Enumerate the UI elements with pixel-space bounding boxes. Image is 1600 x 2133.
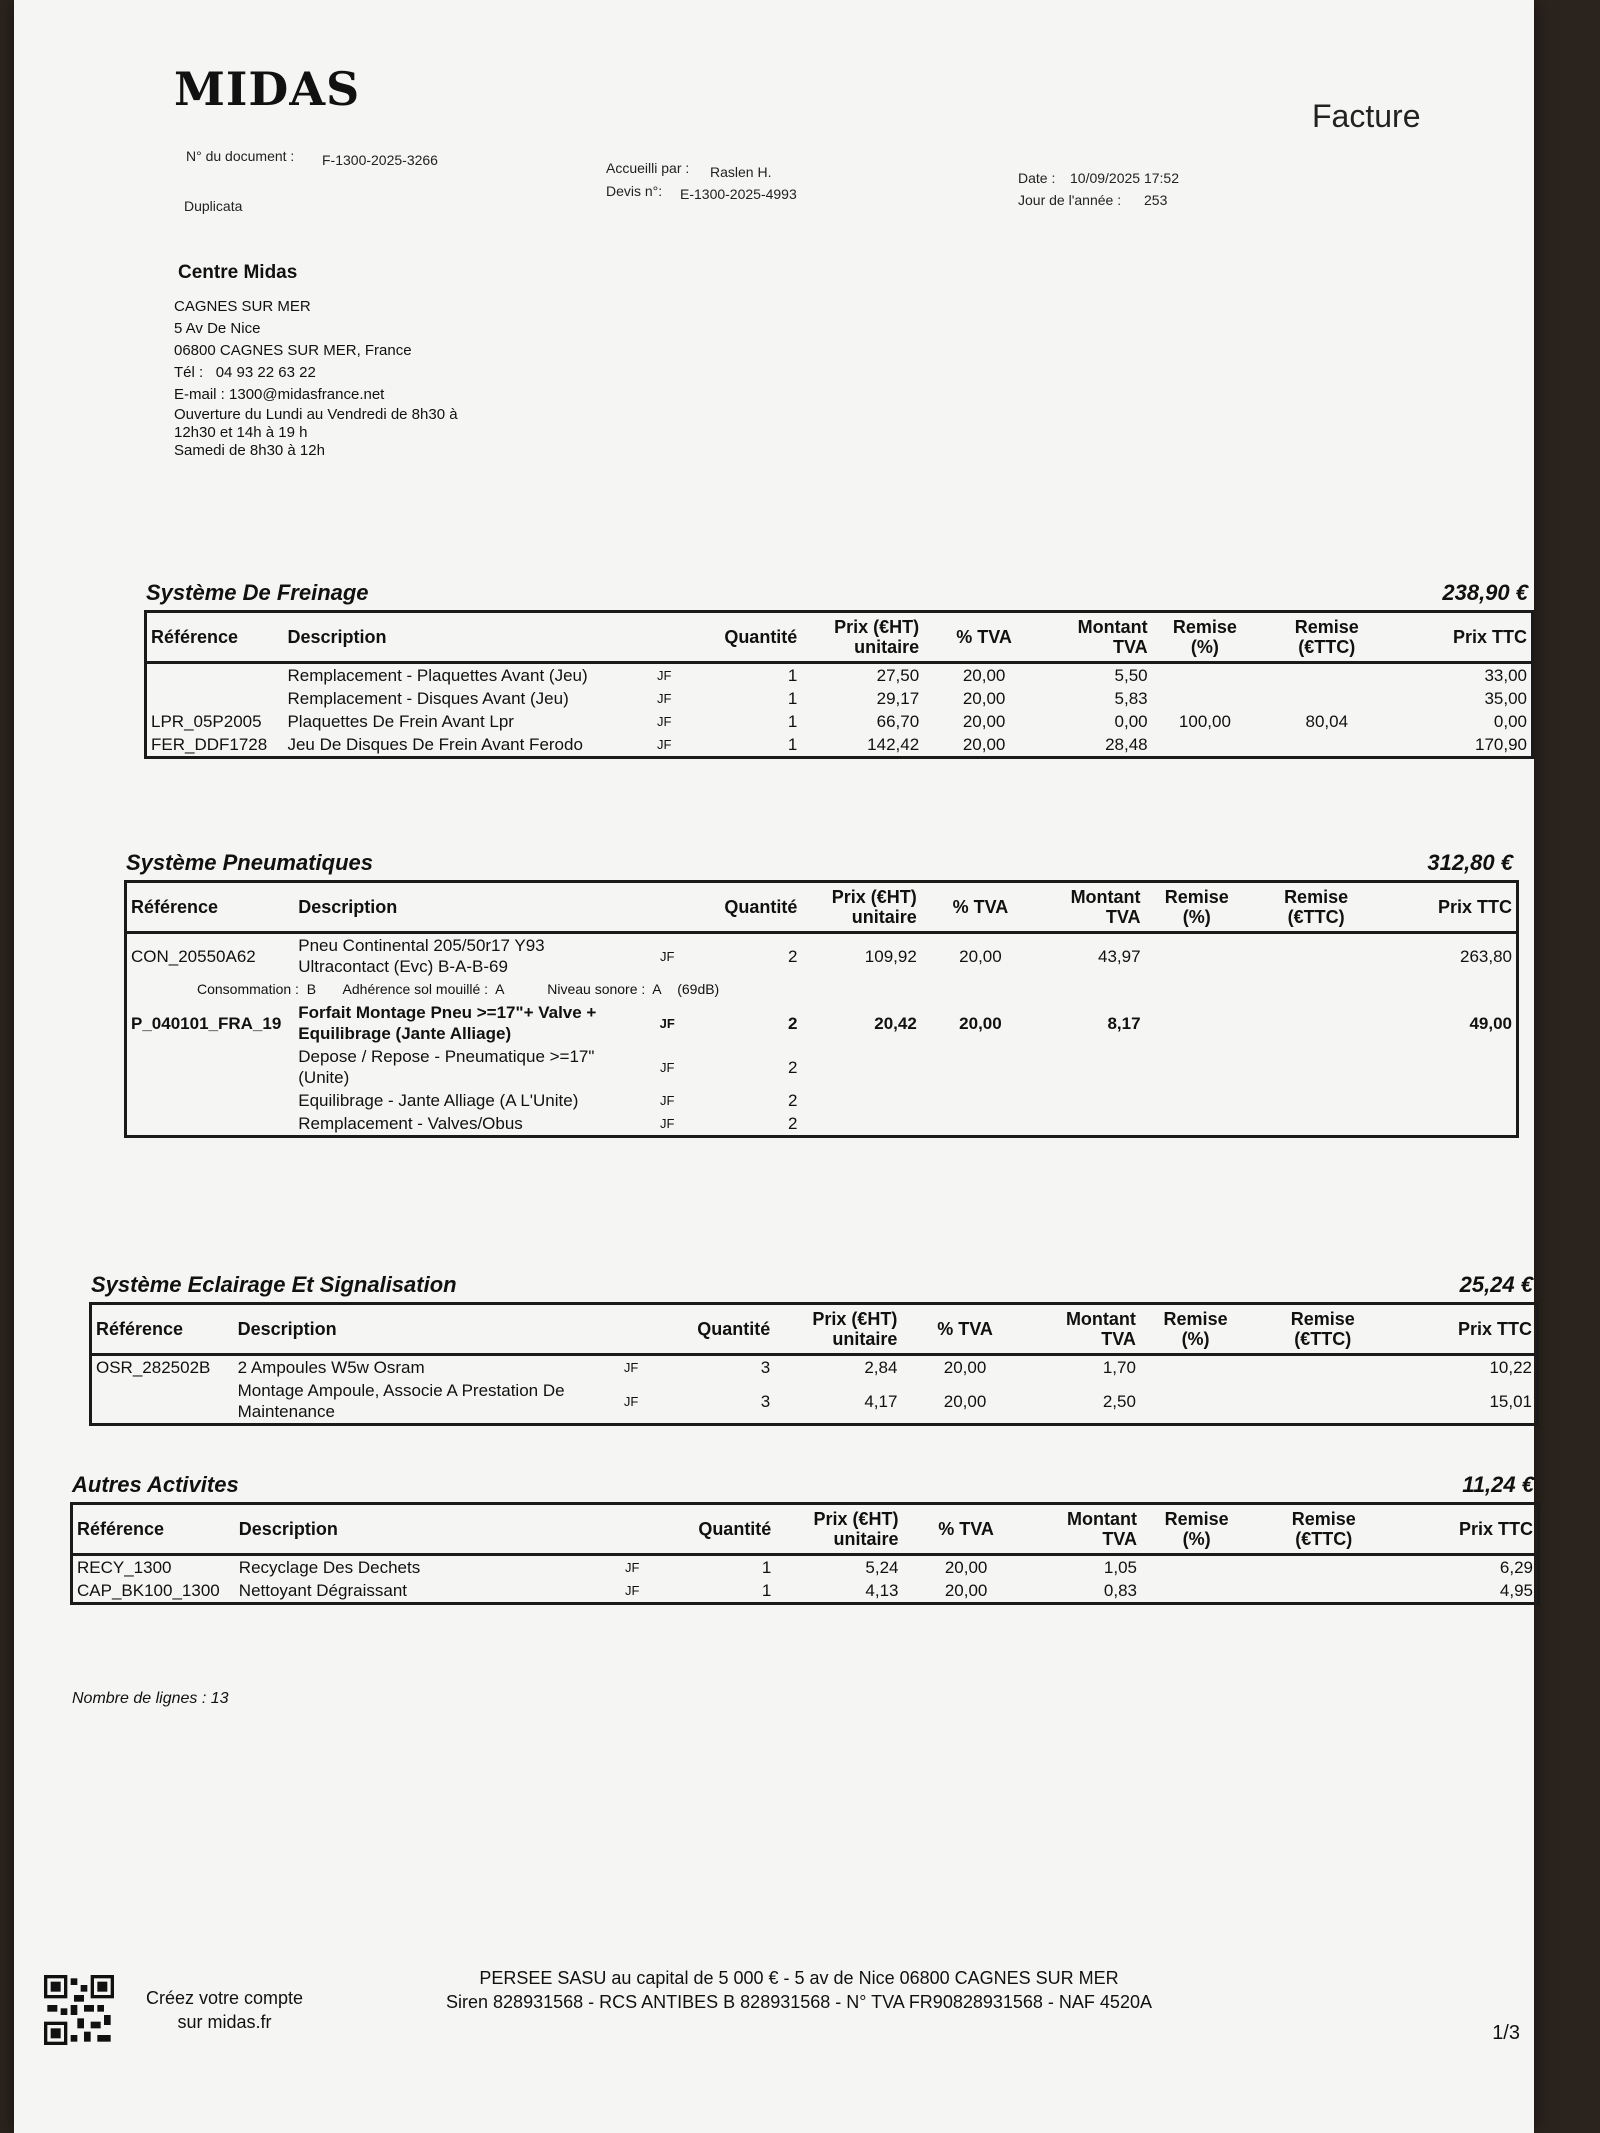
row-unit-price: 4,13: [865, 1581, 899, 1600]
row-discount-ttc: [1258, 733, 1395, 758]
row-discount-pct: [1140, 1379, 1251, 1425]
row-code: JF: [659, 948, 675, 964]
row-discount-ttc: [1252, 1579, 1395, 1604]
col-ref: Référence: [146, 612, 284, 663]
doc-number: F-1300-2025-3266: [322, 152, 438, 168]
col-unit-price: Prix (€HT) unitaire: [801, 882, 920, 933]
row-discount-pct: [1145, 1045, 1249, 1089]
tyre-label-row: Consommation : B Adhérence sol mouillé : A Niveau sonore : A (69dB): [197, 981, 720, 997]
row-tva: 20,00: [944, 1581, 988, 1600]
col-price-ttc: Prix TTC: [1395, 1504, 1538, 1555]
section-braking: [144, 580, 1534, 759]
row-price-ttc: 263,80: [1460, 946, 1512, 966]
received-by-label: Accueilli par :: [606, 160, 690, 176]
row-qty: 2: [787, 1091, 798, 1110]
row-code: JF: [657, 714, 672, 729]
quote-label: Devis n°:: [606, 183, 663, 199]
date-label: Date :: [1018, 170, 1056, 186]
create-account-link[interactable]: Créez votre compte sur midas.fr: [146, 1988, 304, 2032]
col-discount-ttc: Remise (€TTC): [1249, 882, 1383, 933]
table-row: [72, 1555, 1539, 1580]
row-tva-amount: 28,48: [1105, 735, 1148, 754]
row-tva: 20,00: [959, 1013, 1002, 1033]
center-postal: 06800 CAGNES SUR MER, France: [174, 342, 412, 359]
row-unit-price: 109,92: [864, 946, 917, 966]
center-hours-2: 12h30 et 14h à 19 h: [174, 424, 308, 441]
row-desc: Forfait Montage Pneu >=17"+ Valve + Equilibrage (Jante Alliage): [298, 1003, 597, 1043]
row-qty: 1: [787, 689, 798, 708]
col-price-ttc: Prix TTC: [1395, 612, 1532, 663]
col-discount-pct: Remise (%): [1140, 1304, 1251, 1355]
table-row: [126, 1112, 1518, 1137]
row-price-ttc: 33,00: [1484, 666, 1527, 685]
col-tva: % TVA: [921, 882, 1040, 933]
row-tva: 20,00: [943, 1358, 987, 1377]
row-qty: 1: [761, 1558, 772, 1577]
row-discount-pct: [1152, 663, 1259, 688]
row-qty: 2: [787, 1013, 798, 1033]
row-price-ttc: 15,01: [1489, 1391, 1532, 1411]
col-discount-ttc: Remise (€TTC): [1251, 1304, 1394, 1355]
row-desc: Pneu Continental 205/50r17 Y93 Ultracontact (Evc) B-A-B-69: [298, 936, 545, 976]
col-tva: % TVA: [923, 612, 1045, 663]
day-label: Jour de l'année :: [1018, 192, 1122, 208]
day-value: 253: [1144, 192, 1168, 208]
col-discount-pct: Remise (%): [1141, 1504, 1252, 1555]
table-row: [126, 1045, 1518, 1089]
col-desc: Description: [235, 1504, 601, 1555]
row-qty: 1: [787, 712, 798, 731]
row-desc: Depose / Repose - Pneumatique >=17" (Unite): [298, 1047, 595, 1087]
row-qty: 3: [760, 1391, 771, 1411]
col-desc: Description: [234, 1304, 600, 1355]
section-title: Autres Activites: [72, 1472, 239, 1497]
row-discount-ttc: [1249, 1001, 1383, 1045]
row-price-ttc: [1383, 1045, 1517, 1089]
row-qty: 3: [760, 1358, 771, 1377]
row-unit-price: 4,17: [864, 1391, 898, 1411]
col-tva: % TVA: [901, 1304, 1028, 1355]
row-discount-pct: [1145, 1112, 1249, 1137]
row-unit-price: 2,84: [864, 1358, 898, 1377]
document-title: Facture: [1312, 98, 1421, 134]
row-tva: [921, 1089, 1040, 1112]
row-price-ttc: 10,22: [1489, 1358, 1532, 1377]
row-tva: 20,00: [944, 1558, 988, 1577]
col-code: [634, 612, 695, 663]
row-discount-pct: 100,00: [1178, 712, 1231, 731]
section-lighting: [89, 1272, 1539, 1426]
duplicate-label: Duplicata: [184, 198, 243, 214]
date-value: 10/09/2025 17:52: [1070, 170, 1179, 186]
col-qty: Quantité: [664, 1504, 775, 1555]
row-desc: Recyclage Des Dechets: [238, 1558, 421, 1577]
row-discount-ttc: [1249, 1089, 1383, 1112]
row-discount-ttc: 80,04: [1305, 712, 1349, 731]
line-count: Nombre de lignes : 13: [72, 1690, 229, 1707]
row-discount-pct: [1145, 933, 1249, 979]
row-tva-amount: 5,83: [1114, 689, 1148, 708]
table-row: [91, 1355, 1538, 1380]
row-code: JF: [659, 1093, 675, 1108]
row-unit-price: 66,70: [876, 712, 920, 731]
row-desc: Equilibrage - Jante Alliage (A L'Unite): [298, 1091, 579, 1110]
col-price-ttc: Prix TTC: [1394, 1304, 1537, 1355]
center-tel: Tél : 04 93 22 63 22: [174, 364, 316, 381]
row-desc: Montage Ampoule, Associe A Prestation De Maintenance: [237, 1381, 565, 1421]
row-qty: 2: [787, 1114, 798, 1133]
items-table: [89, 1302, 1539, 1426]
row-qty: 2: [787, 946, 798, 966]
col-code: [599, 1304, 663, 1355]
section-total: 312,80 €: [1427, 850, 1513, 875]
quote-number: E-1300-2025-4993: [680, 186, 797, 202]
row-price-ttc: 4,95: [1499, 1581, 1533, 1600]
col-ref: Référence: [91, 1304, 234, 1355]
row-code: JF: [659, 1116, 675, 1131]
row-tva: [921, 1045, 1040, 1089]
col-tva-amount: Montant TVA: [1030, 1504, 1141, 1555]
col-discount-ttc: Remise (€TTC): [1258, 612, 1395, 663]
row-price-ttc: 6,29: [1499, 1558, 1533, 1577]
row-ref: [126, 1045, 295, 1089]
center-name: Centre Midas: [178, 262, 298, 283]
row-tva: [921, 1112, 1040, 1137]
row-ref: [146, 663, 284, 688]
col-code: [637, 882, 697, 933]
received-by: Raslen H.: [710, 164, 772, 180]
row-tva-amount: 43,97: [1098, 946, 1141, 966]
col-discount-ttc: Remise (€TTC): [1252, 1504, 1395, 1555]
row-tva-amount: [1040, 1089, 1144, 1112]
row-tva: 20,00: [943, 1391, 987, 1411]
row-discount-ttc: [1251, 1379, 1394, 1425]
center-email: E-mail : 1300@midasfrance.net: [174, 386, 385, 403]
row-ref: P_040101_FRA_19: [131, 1013, 282, 1033]
table-row: [72, 1579, 1539, 1604]
row-tva-amount: 5,50: [1114, 666, 1148, 685]
col-price-ttc: Prix TTC: [1383, 882, 1517, 933]
row-discount-pct: [1152, 687, 1259, 710]
row-qty: 2: [787, 1057, 798, 1077]
table-row: [126, 1001, 1518, 1045]
row-ref: LPR_05P2005: [151, 712, 262, 731]
col-qty: Quantité: [697, 882, 801, 933]
row-discount-ttc: [1258, 663, 1395, 688]
center-address: [174, 296, 458, 460]
row-ref: CON_20550A62: [131, 946, 256, 966]
col-qty: Quantité: [695, 612, 802, 663]
center-street: 5 Av De Nice: [174, 320, 261, 337]
center-hours-3: Samedi de 8h30 à 12h: [174, 442, 325, 459]
row-qty: 1: [787, 666, 798, 685]
row-price-ttc: [1383, 1089, 1517, 1112]
row-discount-pct: [1145, 1089, 1249, 1112]
row-tva-amount: [1040, 1112, 1144, 1137]
col-desc: Description: [283, 612, 633, 663]
invoice-page: [14, 0, 1534, 2133]
center-hours-1: Ouverture du Lundi au Vendredi de 8h30 à: [174, 406, 458, 423]
col-discount-pct: Remise (%): [1152, 612, 1259, 663]
row-ref: RECY_1300: [77, 1558, 172, 1577]
row-discount-ttc: [1249, 1112, 1383, 1137]
row-code: JF: [625, 1583, 640, 1598]
row-price-ttc: 35,00: [1484, 689, 1527, 708]
row-discount-pct: [1140, 1355, 1251, 1380]
row-tva-amount: 2,50: [1102, 1391, 1136, 1411]
row-tva-amount: 1,70: [1102, 1358, 1136, 1377]
legal-mentions: PERSEE SASU au capital de 5 000 € - 5 av de Nice 06800 CAGNES SUR MER Siren 828931568 - RCS ANTIBES B 828931568 - N° TVA FR90828931568 - NAF 4520A: [446, 1968, 1152, 2012]
row-discount-ttc: [1249, 933, 1383, 979]
row-discount-ttc: [1251, 1355, 1394, 1380]
table-row: [146, 710, 1533, 733]
section-total: 238,90 €: [1442, 580, 1528, 605]
col-discount-pct: Remise (%): [1145, 882, 1249, 933]
row-qty: 1: [787, 735, 798, 754]
row-ref: FER_DDF1728: [151, 735, 268, 754]
row-price-ttc: 0,00: [1493, 712, 1527, 731]
row-tva: 20,00: [962, 689, 1006, 708]
row-unit-price: [801, 1089, 920, 1112]
row-price-ttc: [1383, 1112, 1517, 1137]
col-qty: Quantité: [663, 1304, 774, 1355]
row-tva-amount: [1040, 1045, 1144, 1089]
row-qty: 1: [761, 1581, 772, 1600]
row-discount-pct: [1141, 1579, 1252, 1604]
row-discount-pct: [1152, 733, 1259, 758]
section-title: Système Eclairage Et Signalisation: [91, 1272, 457, 1297]
row-unit-price: 5,24: [865, 1558, 899, 1577]
row-code: JF: [623, 1393, 639, 1409]
section-total: 25,24 €: [1459, 1272, 1533, 1297]
table-row: [126, 1089, 1518, 1112]
col-tva: % TVA: [903, 1504, 1030, 1555]
items-table: [70, 1502, 1540, 1605]
row-code: JF: [657, 691, 672, 706]
row-ref: CAP_BK100_1300: [77, 1581, 220, 1600]
row-ref: [146, 687, 284, 710]
col-desc: Description: [294, 882, 637, 933]
row-tva: 20,00: [962, 666, 1006, 685]
row-discount-ttc: [1258, 687, 1395, 710]
row-discount-pct: [1145, 1001, 1249, 1045]
row-desc: Remplacement - Disques Avant (Jeu): [287, 689, 569, 708]
row-tva-amount: 0,83: [1103, 1581, 1137, 1600]
row-discount-pct: [1141, 1555, 1252, 1580]
col-tva-amount: Montant TVA: [1040, 882, 1144, 933]
row-tva-amount: 1,05: [1103, 1558, 1137, 1577]
row-desc: 2 Ampoules W5w Osram: [237, 1358, 425, 1377]
section-other: [70, 1472, 1540, 1605]
col-unit-price: Prix (€HT) unitaire: [774, 1304, 901, 1355]
row-discount-ttc: [1252, 1555, 1395, 1580]
row-ref: [126, 1089, 295, 1112]
row-code: JF: [623, 1360, 639, 1375]
row-ref: [126, 1112, 295, 1137]
row-tva-amount: 0,00: [1114, 712, 1148, 731]
items-table: [124, 880, 1519, 1138]
row-code: JF: [657, 737, 672, 752]
col-tva-amount: Montant TVA: [1029, 1304, 1140, 1355]
midas-logo: MIDAS: [174, 62, 361, 116]
row-ref: [91, 1379, 234, 1425]
row-unit-price: [801, 1112, 920, 1137]
row-desc: Remplacement - Plaquettes Avant (Jeu): [287, 666, 588, 685]
col-unit-price: Prix (€HT) unitaire: [801, 612, 923, 663]
doc-number-label: N° du document :: [186, 148, 295, 164]
row-desc: Nettoyant Dégraissant: [238, 1581, 407, 1600]
row-code: JF: [659, 1015, 675, 1031]
row-ref: OSR_282502B: [96, 1358, 211, 1377]
row-unit-price: 142,42: [867, 735, 920, 754]
table-row: [146, 663, 1533, 688]
row-unit-price: [801, 1045, 920, 1089]
row-price-ttc: 49,00: [1469, 1013, 1512, 1033]
row-code: JF: [657, 668, 672, 683]
row-tva-amount: 8,17: [1107, 1013, 1141, 1033]
section-tyres: [124, 850, 1519, 1138]
row-unit-price: 29,17: [876, 689, 920, 708]
center-city: CAGNES SUR MER: [174, 298, 311, 315]
page-number: 1/3: [1492, 2022, 1520, 2044]
table-row: [146, 733, 1533, 758]
row-code: JF: [659, 1059, 675, 1075]
row-unit-price: 20,42: [874, 1013, 917, 1033]
col-tva-amount: Montant TVA: [1045, 612, 1152, 663]
row-desc: Jeu De Disques De Frein Avant Ferodo: [287, 735, 583, 754]
col-unit-price: Prix (€HT) unitaire: [775, 1504, 902, 1555]
row-price-ttc: 170,90: [1475, 735, 1527, 754]
table-row: [146, 687, 1533, 710]
qr-code-icon[interactable]: [44, 1975, 114, 2045]
row-desc: Remplacement - Valves/Obus: [298, 1114, 523, 1133]
row-tva: 20,00: [962, 735, 1006, 754]
section-title: Système Pneumatiques: [126, 850, 373, 875]
col-ref: Référence: [72, 1504, 235, 1555]
items-table: [144, 610, 1534, 759]
row-unit-price: 27,50: [876, 666, 920, 685]
table-row: [91, 1379, 1538, 1425]
row-discount-ttc: [1249, 1045, 1383, 1089]
row-tva: 20,00: [962, 712, 1006, 731]
row-desc: Plaquettes De Frein Avant Lpr: [287, 712, 514, 731]
section-title: Système De Freinage: [146, 580, 369, 605]
table-row: [126, 933, 1518, 979]
col-code: [600, 1504, 664, 1555]
row-code: JF: [625, 1560, 640, 1575]
section-total: 11,24 €: [1462, 1472, 1534, 1497]
col-ref: Référence: [126, 882, 295, 933]
row-tva: 20,00: [959, 946, 1002, 966]
